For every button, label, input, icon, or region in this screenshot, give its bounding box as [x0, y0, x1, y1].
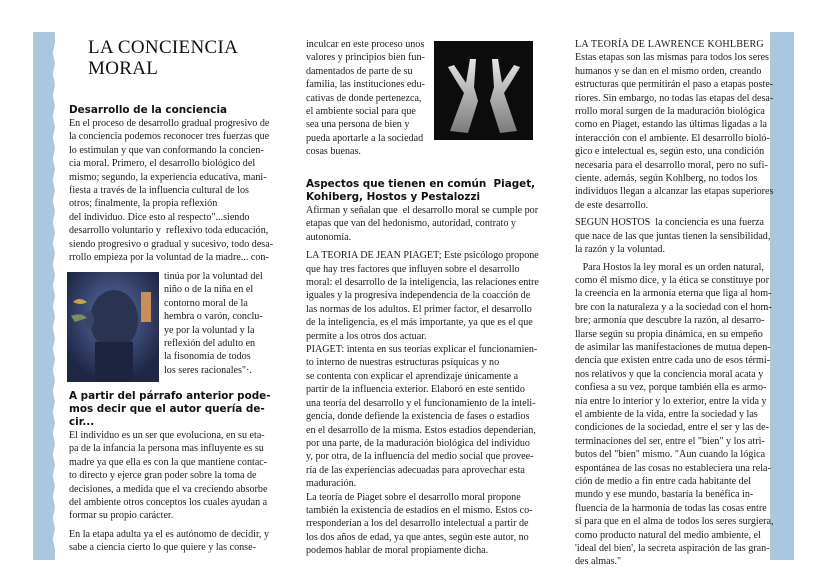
hostos2-line: nía entre lo interior y lo exterior, entre la vida y [575, 395, 767, 407]
paragraph-valores [306, 38, 436, 159]
piaget-line: en el desarrollo de la misma. Estos estadios dependerían, [306, 424, 536, 436]
hostos2-line: 'ideal del bien', la secreta aspiración de las gran- [575, 543, 770, 555]
hands-illustration [434, 41, 533, 140]
hostos2-line: como él mismo dice, y la ética se constituye por [575, 274, 769, 286]
piaget-line: rresponderían a los del desarrollo intelectual a partir de [306, 518, 529, 530]
piaget-line: podemos hablar de moral propiamente dicha. [306, 545, 489, 557]
piaget-line: una teoría del desarrollo y el funcionamiento de la inteli- [306, 397, 536, 409]
kohlberg-line: gico e intelectual es, según esto, una condición [575, 146, 765, 158]
piaget-line: las normas de los adultos. El primer factor, el desarrollo [306, 303, 532, 315]
heading-aspectos-comunes [306, 178, 536, 204]
desarrollo-line: rrollo empieza por la voluntad de la madre... con- [69, 252, 269, 264]
heading-autor-quiso-decir [69, 390, 279, 429]
wrap-line: hembra o varón, conclu- [164, 311, 263, 323]
paragraph-piaget [306, 249, 539, 557]
kohlberg-line: de este desarrollo. [575, 199, 649, 211]
piaget-line: los dos años de edad, ya que antes, según este autor, no [306, 531, 529, 543]
hostos2-line: bre con la naturaleza y a la sociedad con el hom- [575, 301, 772, 313]
hostos2-line: llarse según su propia dinámica, en su empeño [575, 328, 763, 340]
valores-line: sea una persona de bien y [306, 119, 410, 131]
kohlberg-line: riores. Sin embargo, no todas las etapas del desa- [575, 92, 774, 104]
hostos2-line: ción de medio a fin entre cada habitante del [575, 476, 751, 487]
column-2 [306, 178, 539, 558]
piaget-line: partir de la influencia exterior. Elaboró en este sentido [306, 384, 525, 396]
wrap-line: reflexión del adulto en [164, 338, 256, 350]
hostos2-line: dencia que existen entre cada uno de esos térmi- [575, 355, 771, 367]
heading2-line: mos decir que el autor quería de- [69, 403, 265, 415]
wrap-line: ye por la voluntad y la [164, 324, 255, 336]
heading2-line: cir... [69, 416, 95, 428]
hostos2-line: butos del "bien" mismo. "Aun cuando la lógica [575, 449, 766, 461]
hostos-line: SEGUN HOSTOS la conciencia es una fuerza [575, 217, 765, 229]
desarrollo-line: lo estimulan y que van conformando la concien- [69, 144, 264, 156]
piaget-line: también la existencia de estadios en el mismo. Estos co- [306, 504, 533, 516]
hostos2-line: condiciones de la sociedad, entre el ser y las de- [575, 422, 769, 434]
column-3 [575, 38, 773, 569]
piaget-line: moral: el desarrollo de la inteligencia, las relaciones entre [306, 277, 539, 289]
individuo-line: del ambiente otros conceptos los cuales ayudan a [69, 497, 268, 509]
valores-line: familia, las instituciones edu- [306, 79, 425, 91]
paragraph-hostos [575, 216, 773, 256]
aspectos-line: Aspectos que tienen en común Piaget, [306, 178, 536, 190]
column-1-lower [69, 390, 279, 555]
piaget-line: y, por otra, de la influencia del medio social que provee- [306, 451, 534, 463]
paragraph-desarrollo [69, 117, 274, 264]
hands-icon [434, 41, 533, 140]
piaget-line: se contenta con explicar el aprendizaje únicamente a [306, 370, 519, 382]
kohlberg-line: interacción con el ambiente. El desarrollo bioló- [575, 132, 770, 144]
individuo-line: formar su propio carácter. [69, 510, 174, 522]
hostos2-line: de asimilar las manifestaciones de mutua depen- [575, 341, 771, 353]
hostos2-line: nos relativos y que la conciencia moral acata y [575, 368, 764, 380]
aspectos-line: Kohiberg, Hostos y Pestalozzi [306, 191, 481, 203]
desarrollo-line: desarrollo voluntario y reflexivo toda educación, [69, 225, 269, 237]
piaget-line: que hay tres factores que influyen sobre el desarrollo [306, 263, 520, 275]
kohlberg-line: humanos y se dan en el mismo orden, creando [575, 65, 762, 77]
desarrollo-line: otros; finalmente, la propia reflexión [69, 198, 218, 210]
piaget-line: maduración. [306, 478, 357, 490]
adulta-line: En la etapa adulta ya el es autónomo de decidir, y [69, 528, 269, 540]
hostos2-line: fluencia de la harmonía de todas las cosas entre [575, 502, 767, 514]
piaget-line: to interno de nuestras estructuras psíquicas y no [306, 357, 500, 369]
hostos2-line: terminaciones del ser, entre el "bien" y los atri- [575, 435, 765, 447]
column-2-top [306, 38, 436, 159]
hostos2-line: el ambiente de la vida, entre la sociedad y las [575, 408, 758, 420]
hostos2-line: sí para que en el alma de todos los seres surgiera, [575, 516, 774, 528]
paragraph-individuo [69, 429, 279, 523]
desarrollo-line: cia moral. Primero, el desarrollo biológico del [69, 158, 256, 170]
hostos2-line: Para Hostos la ley moral es un orden natural, [575, 261, 764, 273]
afirman-line: autonomía. [306, 231, 352, 243]
valores-line: pueda aportarle a la sociedad [306, 132, 424, 144]
hostos-line: que nace de las que juntas tienen la sensibilidad, [575, 230, 771, 242]
kohlberg-line: ciente. además, según Kohlberg, no todos los [575, 173, 758, 185]
column-1 [69, 104, 274, 264]
kohlberg-line: rrollo moral surgen de la maduración biológica [575, 106, 765, 118]
individuo-line: El individuo es un ser que evoluciona, en su eta- [69, 430, 265, 441]
hostos2-line: confiesa a su vez, porque también ella es armo- [575, 382, 767, 394]
hostos2-line: des almas." [575, 556, 622, 568]
heading2-line: A partir del párrafo anterior pode- [69, 390, 271, 402]
desarrollo-line: En el proceso de desarrollo gradual progresivo de [69, 118, 270, 129]
piaget-line: La teoría de Piaget sobre el desarrollo moral propone [306, 491, 521, 503]
piaget-line: permite a los otros dos actuar. [306, 330, 427, 342]
desarrollo-line: del individuo. Dice esto al respecto"...siendo [69, 211, 250, 223]
heading-desarrollo: Desarrollo de la conciencia [69, 104, 228, 116]
afirman-line: Afirman y señalan que el desarrollo moral se cumple por [306, 205, 539, 216]
head-bird-illustration [67, 272, 159, 382]
piaget-line: gencia, donde defiende la existencia de fases o estadios [306, 411, 530, 423]
piaget-line: PIAGET: intenta en sus teorías explicar el funcionamien- [306, 344, 538, 356]
left-decorative-band [33, 32, 55, 560]
kohlberg-line: como en Piaget, estando las últimas ligadas a la [575, 119, 768, 131]
afirman-line: etapas que van del hedonismo, autoridad, contrato y [306, 218, 516, 230]
wrap-line: tinúa por la voluntad del [164, 271, 263, 282]
wrap-line: los seres racionales"·. [164, 364, 252, 376]
valores-line: cosas buenas. [306, 146, 361, 158]
wrap-line: la fisonomía de todos [164, 351, 251, 363]
hostos2-line: la creencia en la armonía eterna que liga al hom- [575, 288, 772, 300]
adulta-line: sabe a ciencia cierto lo que quiere y las conse- [69, 542, 256, 554]
piaget-line: iguales y la progresiva independencia de la coacción de [306, 290, 531, 302]
heading-kohlberg: LA TEORÍA DE LAWRENCE KOHLBERG [575, 39, 764, 50]
paragraph-kohlberg [575, 51, 773, 212]
piaget-line: de la inteligencia, es el más importante, ya que es el que [306, 317, 533, 329]
individuo-line: decisiones, a medida que el va creciendo absorbe [69, 483, 268, 495]
right-decorative-band [770, 32, 794, 560]
kohlberg-line: Estas etapas son las mismas para todos los seres [575, 52, 769, 64]
individuo-line: pa de la infancia la persona mas influyente es su [69, 443, 264, 455]
piaget-line: por una parte, de la maduración biológica del individuo [306, 437, 530, 449]
kohlberg-line: necesaria para el desarrollo moral, pero no sufi- [575, 159, 768, 171]
piaget-line: LA TEORIA DE JEAN PIAGET; Este psicólogo propone [306, 250, 539, 262]
hostos2-line: bre; armonía que descubre la razón, al desarro- [575, 315, 765, 327]
valores-line: valores y principios bien fun- [306, 52, 425, 64]
wrap-line: niño o de la niña en el [164, 284, 254, 296]
valores-line: damentados de parte de su [306, 65, 413, 77]
paragraph-wrap [164, 270, 276, 377]
kohlberg-line: estructuras que permitirán el paso a etapas poste- [575, 79, 774, 91]
hostos2-line: espontánea de las cosas no estableciera una rela- [575, 462, 771, 474]
valores-line: el ambiente social para que [306, 106, 416, 118]
paragraph-hostos-ley-moral [575, 261, 773, 569]
desarrollo-line: mismo; segundo, la experiencia educativa, mani- [69, 171, 267, 183]
individuo-line: madre ya que ella es con la que mantiene contac- [69, 456, 268, 468]
wrapped-text [164, 270, 276, 377]
piaget-line: ría de las experiencias adecuadas para aprovechar esta [306, 464, 525, 476]
valores-line: cativas de donde pertenezca, [306, 92, 422, 104]
hostos2-line: mundo y ese mundo, bastaría la benéfica in- [575, 489, 754, 501]
valores-line: inculcar en este proceso unos [306, 39, 425, 50]
page-title: LA CONCIENCIA MORAL [88, 37, 238, 79]
head-bird-icon [67, 272, 159, 382]
desarrollo-line: fiesta a través de la influencia cultural de los [69, 185, 249, 197]
kohlberg-line: individuos llegan a alcanzar las etapas superiores [575, 186, 774, 198]
individuo-line: to directo y ejerce gran poder sobre la toma de [69, 470, 257, 482]
wrap-line: contorno moral de la [164, 297, 248, 309]
desarrollo-line: la conciencia podemos reconocer tres fuerzas que [69, 131, 270, 143]
paragraph-etapa-adulta [69, 528, 279, 555]
desarrollo-line: siendo progresivo o gradual y sucesivo, todo desa- [69, 238, 274, 250]
hostos-line: la razón y la voluntad. [575, 244, 665, 256]
paragraph-afirman [306, 204, 539, 244]
hostos2-line: como producto natural del medio ambiente, el [575, 529, 761, 541]
